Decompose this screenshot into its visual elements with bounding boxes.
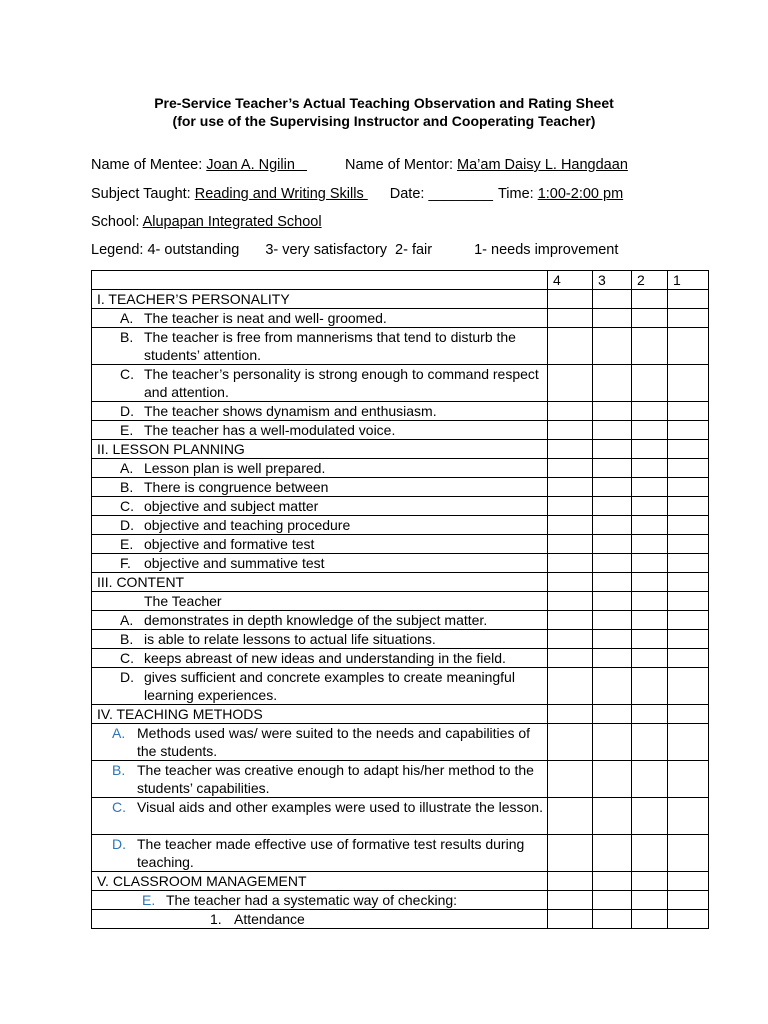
criterion-item: D. The teacher shows dynamism and enthusiasm. — [120, 403, 437, 419]
section-row — [92, 573, 709, 592]
table-row — [92, 516, 709, 535]
rating-cell[interactable] — [593, 497, 632, 516]
rating-cell[interactable] — [668, 402, 709, 421]
rating-cell[interactable] — [668, 592, 709, 611]
section-row — [92, 705, 709, 724]
rating-cell[interactable] — [632, 761, 668, 798]
rating-cell[interactable] — [593, 835, 632, 872]
section-row — [92, 290, 709, 309]
table-row — [92, 835, 709, 872]
section-title-planning: II. LESSON PLANNING — [97, 441, 245, 457]
rating-cell[interactable] — [668, 535, 709, 554]
criterion-item: B. The teacher was creative enough to adapt his/her method to the students’ capabilities. — [112, 762, 534, 796]
rating-cell[interactable] — [632, 724, 668, 761]
table-row — [92, 421, 709, 440]
criterion-item: B. is able to relate lessons to actual life situations. — [120, 631, 436, 647]
criterion-item: F. objective and summative test — [120, 555, 325, 571]
rating-cell[interactable] — [632, 891, 668, 910]
time-value: 1:00-2:00 pm — [537, 186, 624, 202]
rating-cell[interactable] — [593, 440, 632, 459]
table-row — [92, 611, 709, 630]
rating-cell[interactable] — [593, 611, 632, 630]
criterion-item: C. objective and subject matter — [120, 498, 319, 514]
rating-header-2: 2 — [632, 271, 668, 290]
rating-cell[interactable] — [632, 630, 668, 649]
rating-cell[interactable] — [593, 891, 632, 910]
rating-cell[interactable] — [668, 649, 709, 668]
content-intro: The Teacher — [144, 593, 222, 609]
rating-cell[interactable] — [593, 290, 632, 309]
time-label: Time: — [497, 186, 538, 202]
criterion-item: A. Methods used was/ were suited to the needs and capabilities of the students. — [112, 725, 531, 759]
rating-cell[interactable] — [632, 535, 668, 554]
section-row — [92, 872, 709, 891]
rating-cell[interactable] — [593, 365, 632, 402]
rating-cell[interactable] — [668, 668, 709, 705]
rating-cell[interactable] — [593, 535, 632, 554]
rating-cell[interactable] — [632, 402, 668, 421]
rating-cell[interactable] — [548, 649, 593, 668]
rating-cell[interactable] — [632, 835, 668, 872]
rating-header-1: 1 — [668, 271, 709, 290]
rating-cell[interactable] — [668, 705, 709, 724]
rating-cell[interactable] — [668, 872, 709, 891]
table-row — [92, 402, 709, 421]
rating-cell[interactable] — [668, 440, 709, 459]
form-subtitle: (for use of the Supervising Instructor and Cooperating Teacher) — [172, 113, 596, 129]
rating-cell[interactable] — [548, 910, 593, 929]
rating-cell[interactable] — [632, 592, 668, 611]
rating-cell[interactable] — [668, 328, 709, 365]
rating-cell[interactable] — [632, 309, 668, 328]
legend-3: 3- very satisfactory — [265, 242, 388, 258]
rating-cell[interactable] — [593, 761, 632, 798]
rating-cell[interactable] — [593, 478, 632, 497]
rating-cell[interactable] — [548, 421, 593, 440]
rating-cell[interactable] — [593, 872, 632, 891]
rating-cell[interactable] — [548, 835, 593, 872]
criterion-item: B. There is congruence between — [120, 479, 329, 495]
rating-cell[interactable] — [632, 668, 668, 705]
form-title: Pre-Service Teacher’s Actual Teaching Observation and Rating Sheet — [154, 95, 614, 111]
school-value: Alupapan Integrated School — [142, 214, 322, 230]
criterion-item: A. Lesson plan is well prepared. — [120, 460, 326, 476]
rating-header-3: 3 — [593, 271, 632, 290]
rating-cell[interactable] — [548, 573, 593, 592]
table-row — [92, 798, 709, 835]
rating-cell[interactable] — [668, 290, 709, 309]
rating-cell[interactable] — [593, 910, 632, 929]
rating-cell[interactable] — [593, 459, 632, 478]
rating-cell[interactable] — [593, 724, 632, 761]
table-row — [92, 459, 709, 478]
criterion-item: A. The teacher is neat and well- groomed. — [120, 310, 387, 326]
legend-1: 1- needs improvement — [474, 242, 619, 258]
table-row — [92, 478, 709, 497]
table-row — [92, 309, 709, 328]
mentor-value: Ma’am Daisy L. Hangdaan — [457, 157, 628, 173]
rating-cell[interactable] — [668, 761, 709, 798]
rating-cell[interactable] — [668, 459, 709, 478]
rating-cell[interactable] — [548, 328, 593, 365]
subject-date-time-line — [91, 184, 623, 204]
rating-cell[interactable] — [668, 910, 709, 929]
table-row — [92, 761, 709, 798]
rating-cell[interactable] — [632, 421, 668, 440]
criterion-item: A. demonstrates in depth knowledge of the subject matter. — [120, 612, 488, 628]
rating-cell[interactable] — [668, 630, 709, 649]
rating-cell[interactable] — [548, 440, 593, 459]
rating-cell[interactable] — [548, 402, 593, 421]
rating-cell[interactable] — [548, 668, 593, 705]
rating-cell[interactable] — [548, 611, 593, 630]
table-row — [92, 328, 709, 365]
rating-cell[interactable] — [632, 328, 668, 365]
rating-cell[interactable] — [668, 554, 709, 573]
rating-cell[interactable] — [668, 891, 709, 910]
criterion-item: E. The teacher has a well-modulated voice. — [120, 422, 396, 438]
rating-header-4: 4 — [548, 271, 593, 290]
table-row — [92, 891, 709, 910]
rating-cell[interactable] — [593, 402, 632, 421]
rating-cell[interactable] — [548, 290, 593, 309]
rating-cell[interactable] — [632, 290, 668, 309]
rating-table — [91, 270, 709, 929]
school-label: School: — [91, 214, 143, 230]
rating-cell[interactable] — [593, 798, 632, 835]
rating-cell[interactable] — [548, 705, 593, 724]
rating-cell[interactable] — [548, 497, 593, 516]
rating-cell[interactable] — [593, 668, 632, 705]
rating-cell[interactable] — [632, 798, 668, 835]
table-row — [92, 630, 709, 649]
rating-cell[interactable] — [668, 724, 709, 761]
rating-cell[interactable] — [593, 573, 632, 592]
rating-cell[interactable] — [668, 365, 709, 402]
mentee-label: Name of Mentee: — [91, 157, 207, 173]
rating-cell[interactable] — [548, 478, 593, 497]
rating-cell[interactable] — [548, 630, 593, 649]
rating-cell[interactable] — [593, 630, 632, 649]
mentee-mentor-line — [91, 155, 628, 175]
rating-cell[interactable] — [668, 309, 709, 328]
rating-cell[interactable] — [548, 798, 593, 835]
criterion-item: C. Visual aids and other examples were used to illustrate the lesson. — [112, 799, 543, 815]
section-title-personality: I. TEACHER’S PERSONALITY — [97, 291, 290, 307]
criterion-item: C. The teacher’s personality is strong enough to command respect and attention. — [120, 366, 539, 400]
criterion-item: D. The teacher made effective use of formative test results during teaching. — [112, 836, 525, 870]
rating-cell[interactable] — [593, 649, 632, 668]
section-title-content: III. CONTENT — [97, 574, 185, 590]
criterion-item: D. gives sufficient and concrete examples to create meaningful learning experiences. — [120, 669, 515, 703]
section-row — [92, 440, 709, 459]
legend-2: 2- fair — [395, 242, 433, 258]
section-title-methods: IV. TEACHING METHODS — [97, 706, 263, 722]
criteria-header-cell — [92, 271, 548, 290]
rating-cell[interactable] — [593, 592, 632, 611]
mentee-value: Joan A. Ngilin — [206, 157, 307, 173]
table-row — [92, 535, 709, 554]
rating-cell[interactable] — [632, 459, 668, 478]
rating-cell[interactable] — [632, 910, 668, 929]
rating-cell[interactable] — [548, 309, 593, 328]
mentor-label: Name of Mentor: — [345, 157, 458, 173]
rating-cell[interactable] — [548, 365, 593, 402]
rating-cell[interactable] — [593, 554, 632, 573]
rating-cell[interactable] — [632, 573, 668, 592]
rating-cell[interactable] — [548, 554, 593, 573]
subject-label: Subject Taught: — [91, 186, 195, 202]
table-row — [92, 497, 709, 516]
rating-cell[interactable] — [548, 891, 593, 910]
rating-cell[interactable] — [668, 573, 709, 592]
legend-4: 4- outstanding — [147, 242, 240, 258]
date-label: Date: — [389, 186, 429, 202]
rating-cell[interactable] — [632, 554, 668, 573]
subject-value: Reading and Writing Skills — [194, 186, 368, 202]
rating-cell[interactable] — [548, 459, 593, 478]
rating-cell[interactable] — [632, 440, 668, 459]
rating-cell[interactable] — [593, 309, 632, 328]
rating-cell[interactable] — [668, 516, 709, 535]
date-value: ________ — [428, 186, 493, 202]
rating-cell[interactable] — [548, 516, 593, 535]
legend-line — [91, 240, 618, 260]
rating-cell[interactable] — [668, 421, 709, 440]
rating-cell[interactable] — [668, 798, 709, 835]
table-row — [92, 365, 709, 402]
rating-cell[interactable] — [632, 478, 668, 497]
rating-cell[interactable] — [548, 761, 593, 798]
table-row — [92, 910, 709, 929]
rating-cell[interactable] — [632, 516, 668, 535]
header-row — [92, 271, 709, 290]
table-row — [92, 724, 709, 761]
rating-cell[interactable] — [632, 872, 668, 891]
rating-cell[interactable] — [593, 705, 632, 724]
table-row — [92, 668, 709, 705]
rating-cell[interactable] — [593, 516, 632, 535]
rating-cell[interactable] — [548, 724, 593, 761]
rating-cell[interactable] — [548, 535, 593, 554]
rating-cell[interactable] — [632, 611, 668, 630]
rating-cell[interactable] — [632, 649, 668, 668]
rating-cell[interactable] — [632, 705, 668, 724]
rating-cell[interactable] — [548, 872, 593, 891]
criterion-item: C. keeps abreast of new ideas and understanding in the field. — [120, 650, 506, 666]
criterion-item: B. The teacher is free from mannerisms that tend to disturb the students’ attention. — [120, 329, 516, 363]
table-row — [92, 649, 709, 668]
rating-cell[interactable] — [593, 421, 632, 440]
rating-cell[interactable] — [668, 478, 709, 497]
rating-cell[interactable] — [548, 592, 593, 611]
school-line — [91, 212, 322, 232]
criterion-item: E. objective and formative test — [120, 536, 315, 552]
rating-cell[interactable] — [632, 365, 668, 402]
criterion-item: D. objective and teaching procedure — [120, 517, 351, 533]
criterion-subitem: 1. Attendance — [210, 911, 305, 927]
rating-cell[interactable] — [668, 611, 709, 630]
criterion-item: E. The teacher had a systematic way of checking: — [142, 892, 458, 908]
rating-cell[interactable] — [668, 835, 709, 872]
rating-cell[interactable] — [668, 497, 709, 516]
table-row — [92, 592, 709, 611]
rating-cell[interactable] — [632, 497, 668, 516]
legend-prefix: Legend: — [91, 242, 148, 258]
section-title-management: V. CLASSROOM MANAGEMENT — [97, 873, 307, 889]
table-row — [92, 554, 709, 573]
rating-cell[interactable] — [593, 328, 632, 365]
